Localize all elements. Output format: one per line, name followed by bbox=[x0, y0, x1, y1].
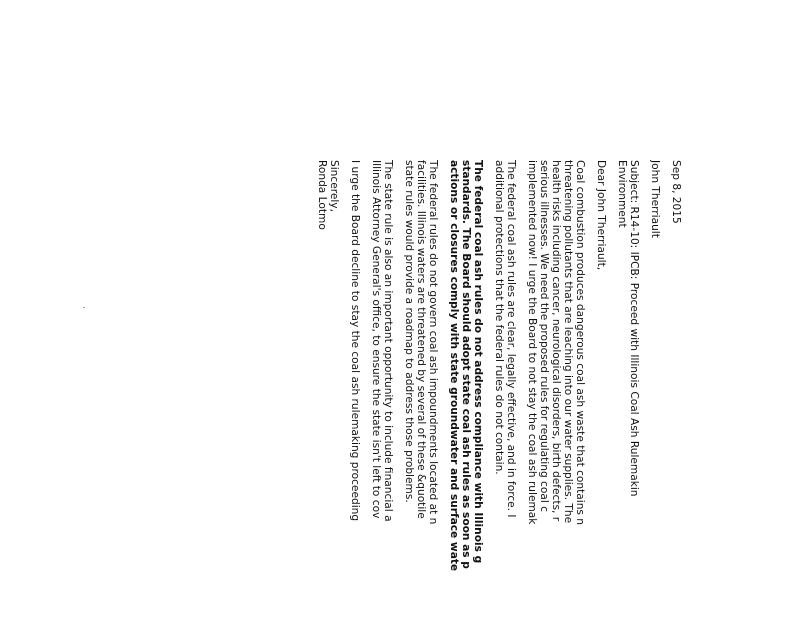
body-line: serious illnesses. We need the proposed rules for regulating coal c bbox=[538, 160, 550, 512]
signature-line: Ronda Lotmo bbox=[316, 160, 328, 230]
body-line: threatening pollutants that are leaching into our water supplies. The bbox=[562, 160, 574, 524]
body-line: The federal rules do not govern coal ash impoundments located at n bbox=[427, 160, 439, 525]
body-line: standards. The Board should adopt state coal ash rules as soon as p bbox=[460, 160, 472, 569]
body-line: Coal combustion produces dangerous coal ash waste that contains n bbox=[574, 160, 586, 526]
letter-recipient bbox=[649, 160, 661, 618]
body-line: Illinois Attorney General's office, to ensure the state isn't left to cov bbox=[370, 160, 382, 519]
body-line: state rules would provide a roadmap to address those problems. bbox=[403, 160, 415, 503]
body-line: additional protections that the federal rules do not contain. bbox=[493, 160, 505, 475]
body-paragraph bbox=[403, 160, 439, 618]
body-line: I urge the Board decline to stay the coal ash rulemaking proceeding bbox=[349, 160, 361, 522]
body-line: implemented now! I urge the Board to not stay the coal ash rulemak bbox=[526, 160, 538, 525]
letter-signoff bbox=[316, 160, 340, 618]
recipient-line: John Therriault bbox=[649, 160, 661, 238]
body-line: health risks including cancer, neurological disorders, birth defects, r bbox=[550, 160, 562, 522]
body-paragraph bbox=[448, 160, 484, 618]
letter-salutation bbox=[595, 160, 607, 618]
body-line: actions or closures comply with state groundwater and surface wate bbox=[448, 160, 460, 572]
body-paragraph bbox=[370, 160, 394, 618]
closing-line: Sincerely, bbox=[328, 160, 340, 212]
letter-subject bbox=[616, 160, 640, 618]
body-line: The federal coal ash rules are clear, legally effective, and in force. I bbox=[505, 160, 517, 518]
body-line: The federal coal ash rules do not address compliance with Illinois g bbox=[472, 160, 484, 564]
scan-speck bbox=[83, 307, 85, 308]
body-line: The state rule is also an important opportunity to include financial a bbox=[382, 160, 394, 522]
date-line: Sep 8, 2015 bbox=[670, 160, 682, 224]
body-paragraph bbox=[526, 160, 586, 618]
subject-line: Subject: R14-10: IPCB: Proceed with Illinois Coal Ash Rulemakin bbox=[628, 160, 640, 497]
body-paragraph bbox=[349, 160, 361, 618]
body-paragraph bbox=[493, 160, 517, 618]
rotated-letter bbox=[307, 160, 682, 618]
body-line: facilities. Illinois waters are threatened by several of these &quotile bbox=[415, 160, 427, 519]
letter-date bbox=[670, 160, 682, 618]
salutation-line: Dear John Therriault, bbox=[595, 160, 607, 271]
subject-line: Environment bbox=[616, 160, 628, 228]
